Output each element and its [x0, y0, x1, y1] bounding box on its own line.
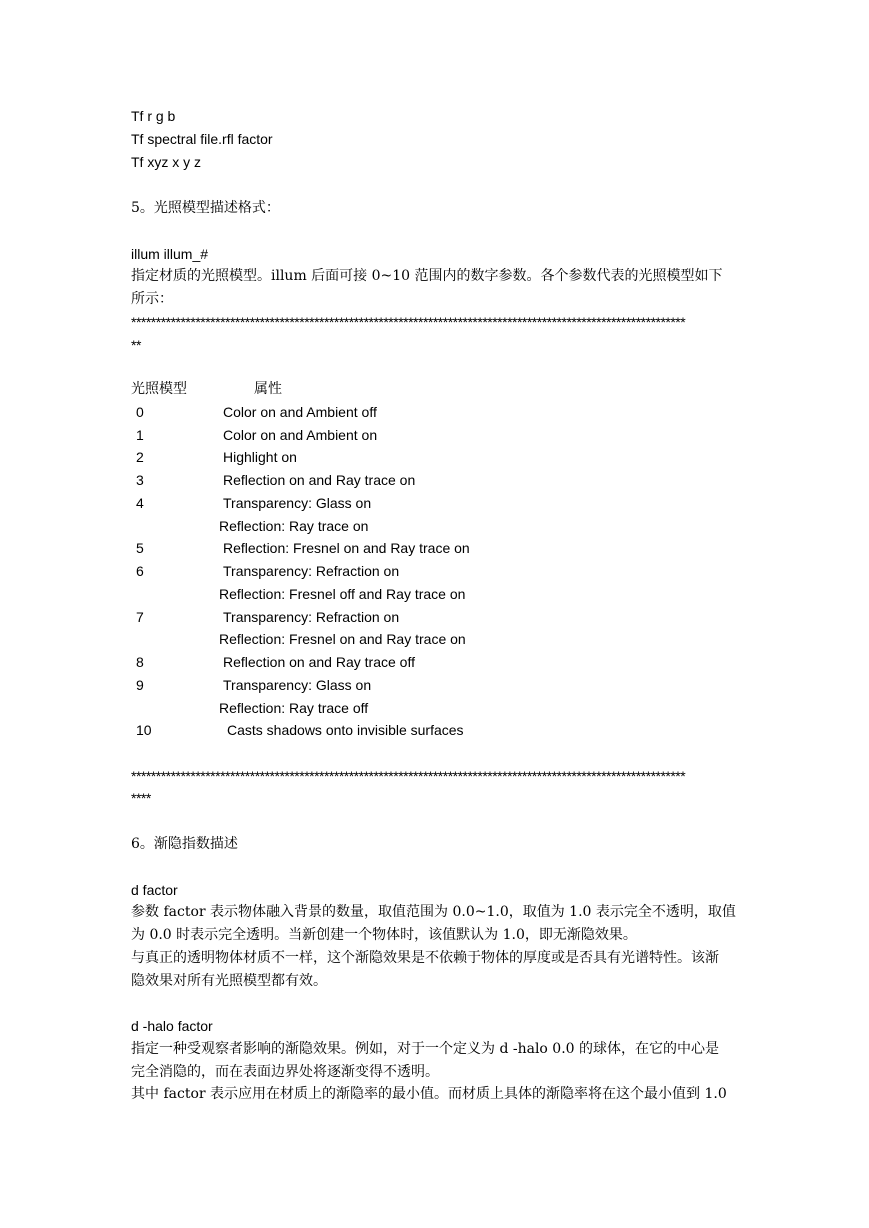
model-property: Transparency: Glass on [223, 677, 372, 693]
table-header-model: 光照模型 [131, 381, 187, 397]
model-number: 6 [136, 563, 144, 579]
model-number: 2 [136, 449, 144, 465]
section5-heading: 5。光照模型描述格式： [131, 200, 280, 216]
model-property: Transparency: Refraction on [223, 563, 400, 579]
model-property: Reflection: Fresnel off and Ray trace on [219, 586, 466, 602]
model-number: 10 [136, 722, 152, 738]
model-number: 4 [136, 495, 144, 511]
d-halo-desc-line2: 完全消隐的，而在表面边界处将逐渐变得不透明。 [131, 1064, 439, 1080]
tf-spectral-line: Tf spectral file.rfl factor [131, 131, 273, 147]
model-number: 8 [136, 654, 144, 670]
d-halo-desc-line1: 指定一种受观察者影响的渐隐效果。例如，对于一个定义为 d -halo 0.0 的球体，在它的中心是 [131, 1041, 720, 1057]
d-factor-syntax: d factor [131, 882, 178, 898]
model-property: Reflection: Fresnel on and Ray trace on [219, 631, 466, 647]
d-factor-desc-line2: 为 0.0 时表示完全透明。当新创建一个物体时，该值默认为 1.0，即无渐隐效果。 [131, 927, 637, 943]
illum-desc-line2: 所示： [131, 291, 173, 307]
tf-xyz-line: Tf xyz x y z [131, 154, 201, 170]
d-halo-syntax: d -halo factor [131, 1018, 213, 1034]
illum-syntax: illum illum_# [131, 246, 209, 262]
model-number: 7 [136, 609, 144, 625]
d-factor-desc-line1: 参数 factor 表示物体融入背景的数量，取值范围为 0.0~1.0，取值为 1.0 表示完全不透明，取值 [131, 904, 736, 920]
model-property: Color on and Ambient off [223, 404, 377, 420]
model-property: Reflection on and Ray trace on [223, 472, 416, 488]
model-property: Color on and Ambient on [223, 427, 378, 443]
model-property: Casts shadows onto invisible surfaces [227, 722, 464, 738]
d-factor-note-line1: 与真正的透明物体材质不一样，这个渐隐效果是不依赖于物体的厚度或是否具有光谱特性。该渐 [131, 950, 719, 966]
tf-rgb-line: Tf r g b [131, 108, 176, 124]
section6-heading: 6。渐隐指数描述 [131, 836, 238, 852]
model-number: 3 [136, 472, 144, 488]
model-number: 9 [136, 677, 144, 693]
divider-stars-bottom: **************************************************************************************************************** [131, 768, 686, 784]
model-property: Reflection: Fresnel on and Ray trace on [223, 540, 470, 556]
model-property: Highlight on [223, 449, 297, 465]
table-header-property: 属性 [254, 381, 282, 397]
illum-desc-line1: 指定材质的光照模型。illum 后面可接 0~10 范围内的数字参数。各个参数代表的光照模型如下 [131, 268, 723, 284]
d-factor-note-line2: 隐效果对所有光照模型都有效。 [131, 973, 327, 989]
divider-stars-bottom-cont: **** [131, 790, 151, 806]
model-property: Transparency: Refraction on [223, 609, 400, 625]
model-property: Reflection: Ray trace off [219, 700, 369, 716]
model-property: Transparency: Glass on [223, 495, 372, 511]
d-halo-factor-line: 其中 factor 表示应用在材质上的渐隐率的最小值。而材质上具体的渐隐率将在这个最小值到 1.0 [131, 1086, 727, 1102]
divider-stars-top: **************************************************************************************************************** [131, 314, 686, 330]
model-number: 1 [136, 427, 144, 443]
divider-stars-top-cont: ** [131, 337, 141, 353]
model-number: 5 [136, 540, 144, 556]
model-number: 0 [136, 404, 144, 420]
model-property: Reflection on and Ray trace off [223, 654, 415, 670]
model-property: Reflection: Ray trace on [219, 518, 369, 534]
